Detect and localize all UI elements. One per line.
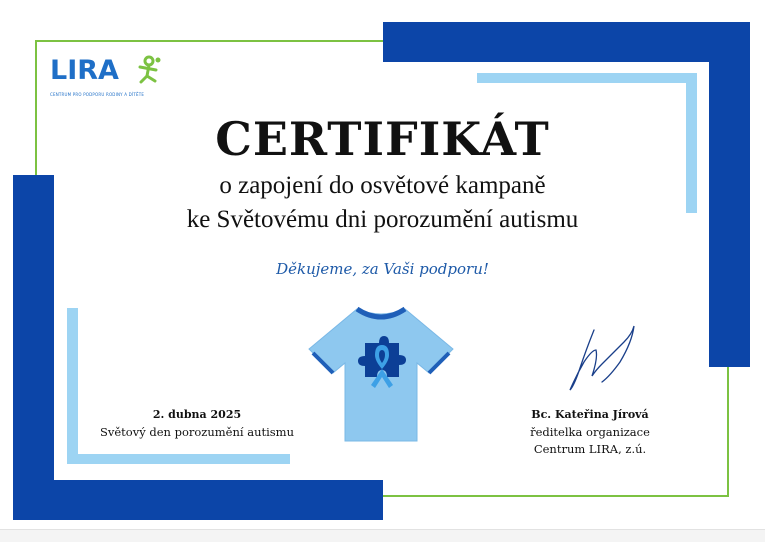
page-bottom-strip bbox=[0, 529, 765, 542]
deco-navy-top-bar bbox=[383, 22, 750, 62]
deco-lightblue-left-bar bbox=[67, 308, 78, 464]
certificate-title: CERTIFIKÁT bbox=[215, 112, 550, 166]
signatory-organization: Centrum LIRA, z.ú. bbox=[533, 442, 647, 456]
lira-logo-icon bbox=[136, 54, 162, 84]
thanks-message: Děkujeme, za Vaši podporu! bbox=[276, 260, 489, 278]
signatory-name: Bc. Kateřina Jírová bbox=[531, 408, 649, 421]
signatory-role: ředitelka organizace bbox=[530, 425, 650, 439]
deco-lightblue-bottom-bar bbox=[67, 454, 290, 464]
lira-logo bbox=[48, 52, 168, 98]
tshirt-icon bbox=[305, 303, 457, 447]
deco-navy-bottom-bar bbox=[13, 480, 383, 520]
certificate-subtitle-line2: ke Světovému dni porozumění autismu bbox=[186, 206, 579, 233]
deco-lightblue-top-bar bbox=[477, 73, 697, 83]
event-name: Světový den porozumění autismu bbox=[99, 425, 294, 439]
event-date: 2. dubna 2025 bbox=[152, 408, 242, 421]
certificate-subtitle-line1: o zapojení do osvětové kampaně bbox=[219, 172, 546, 199]
signature-icon bbox=[562, 320, 644, 400]
logo-name: LIRA bbox=[50, 55, 119, 86]
logo-tagline: CENTRUM PRO PODPORU RODINY A DÍTĚTE bbox=[50, 92, 145, 97]
